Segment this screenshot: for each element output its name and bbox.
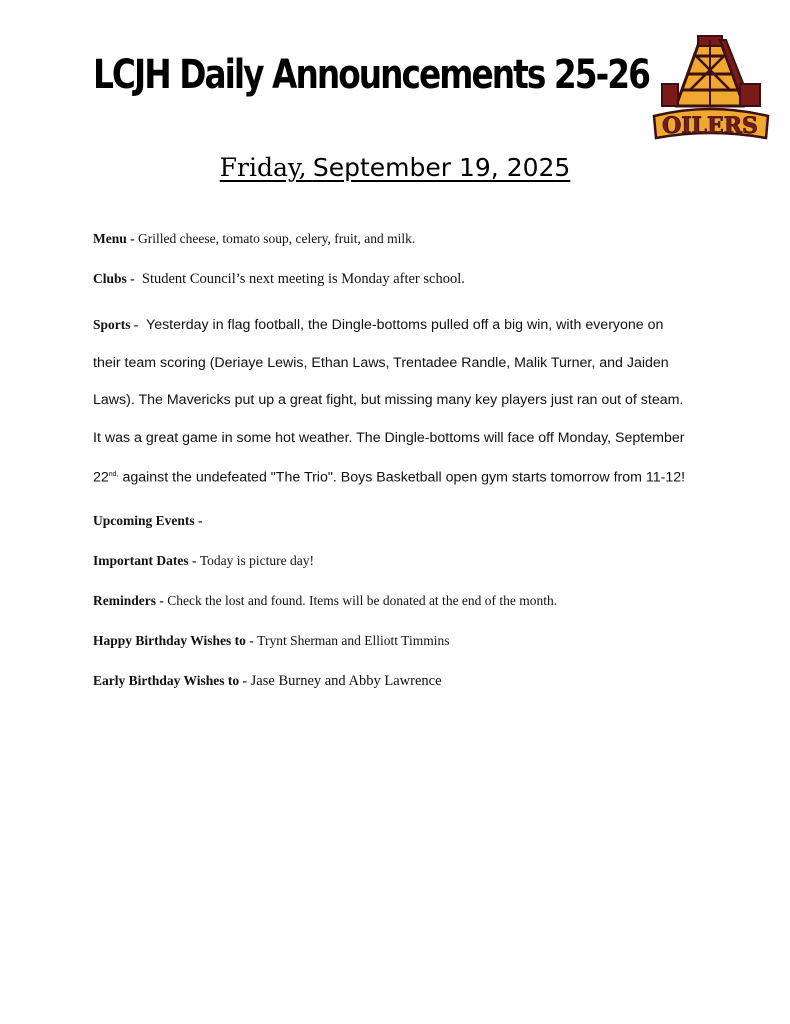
oilers-logo: [648, 32, 772, 144]
upcoming-line: [93, 513, 203, 529]
reminders-line: [93, 593, 557, 609]
menu-line: [93, 231, 415, 247]
sports-date-day: 22: [93, 470, 109, 487]
date-heading: [0, 153, 790, 183]
sports-section: [93, 312, 693, 500]
clubs-text: Student Council’s next meeting is Monday after school.: [141, 271, 465, 287]
happy-birthday-text: Trynt Sherman and Elliott Timmins: [257, 633, 450, 648]
menu-text: Grilled cheese, tomato soup, celery, fruit, and milk.: [138, 231, 416, 246]
date-rest: September 19, 2025: [312, 153, 571, 182]
sports-line-5: [93, 462, 693, 500]
menu-label: Menu -: [93, 231, 135, 246]
sports-text-1: Yesterday in flag football, the Dingle-bottoms pulled off a big win, with everyone on: [146, 317, 664, 333]
page-title: LCJH Daily Announcements 25-26: [93, 52, 649, 98]
happy-birthday-label: Happy Birthday Wishes to -: [93, 633, 254, 648]
sports-text-5: against the undefeated "The Trio". Boys Basketball open gym starts tomorrow from 11-12!: [122, 470, 686, 487]
early-birthday-line: [93, 673, 442, 690]
important-dates-line: [93, 553, 314, 569]
upcoming-label: Upcoming Events -: [93, 513, 203, 528]
early-birthday-label: Early Birthday Wishes to -: [93, 673, 248, 688]
sports-line-2: their team scoring (Deriaye Lewis, Ethan Laws, Trentadee Randle, Malik Turner, and Jaiden: [93, 354, 669, 371]
important-dates-text: Today is picture day!: [199, 553, 315, 568]
oil-derrick-icon: [662, 36, 760, 106]
sports-date-suffix: nd,: [108, 471, 119, 479]
sports-label: Sports -: [93, 317, 139, 332]
sports-line-4: It was a great game in some hot weather. The Dingle-bottoms will face off Monday, September: [93, 429, 685, 446]
reminders-text: Check the lost and found. Items will be donated at the end of the month.: [167, 593, 558, 608]
clubs-label: Clubs -: [93, 271, 135, 286]
sports-line-1: [93, 312, 693, 350]
clubs-line: [93, 271, 465, 288]
date-weekday: Friday,: [219, 153, 307, 182]
important-dates-label: Important Dates -: [93, 553, 197, 568]
logo-wordmark: OILERS: [662, 113, 758, 139]
early-birthday-text: Jase Burney and Abby Lawrence: [250, 673, 442, 689]
happy-birthday-line: [93, 633, 449, 649]
sports-line-3: Laws). The Mavericks put up a great fight, but missing many key players just ran out of steam.: [93, 392, 684, 409]
reminders-label: Reminders -: [93, 593, 164, 608]
